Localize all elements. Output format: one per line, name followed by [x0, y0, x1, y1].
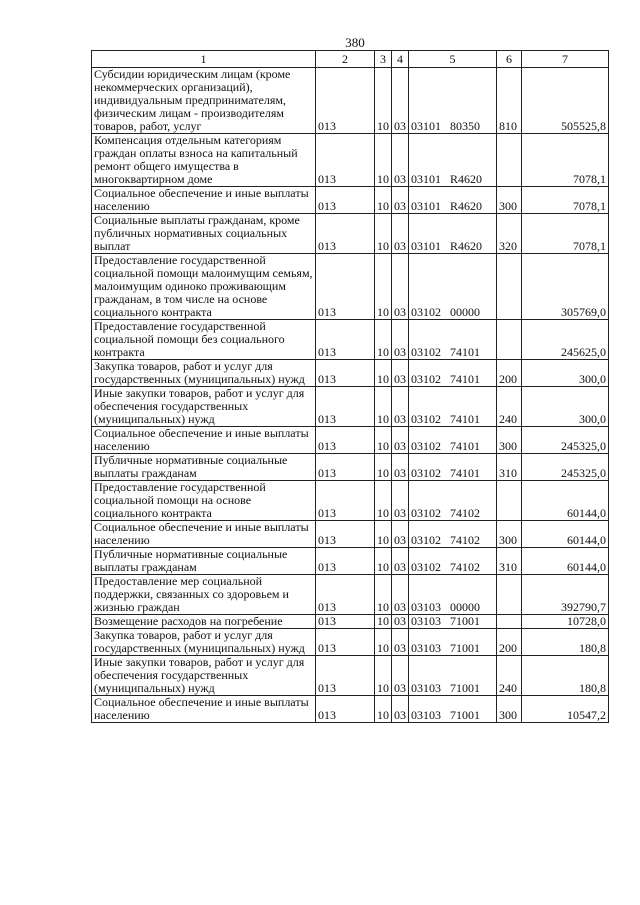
- cell-expense-type: 810: [497, 68, 522, 134]
- cell-name: Социальное обеспечение и иные выплаты населению: [92, 696, 316, 723]
- cell-section: 10: [375, 214, 392, 254]
- cell-ministry-code: 013: [316, 254, 375, 320]
- cell-target-article: 03102 74102: [409, 521, 497, 548]
- cell-target-article: 03101 R4620: [409, 134, 497, 187]
- page-number: 380: [345, 35, 365, 50]
- cell-subsection: 03: [392, 387, 409, 427]
- header-col-5: 5: [409, 51, 497, 68]
- cell-ministry-code: 013: [316, 481, 375, 521]
- cell-ministry-code: 013: [316, 68, 375, 134]
- cell-target-article: 03103 71001: [409, 629, 497, 656]
- cell-name: Компенсация отдельным категориям граждан оплаты взноса на капитальный ремонт общего имущества в многоквартирном доме: [92, 134, 316, 187]
- cell-ministry-code: 013: [316, 454, 375, 481]
- header-col-7: 7: [522, 51, 609, 68]
- cell-expense-type: 300: [497, 427, 522, 454]
- table-row: [92, 629, 609, 656]
- cell-amount: 180,8: [522, 629, 609, 656]
- cell-name: Социальное обеспечение и иные выплаты населению: [92, 187, 316, 214]
- cell-target-article: 03102 74101: [409, 454, 497, 481]
- cell-section: 10: [375, 454, 392, 481]
- cell-amount: 180,8: [522, 656, 609, 696]
- cell-subsection: 03: [392, 214, 409, 254]
- cell-section: 10: [375, 548, 392, 575]
- cell-section: 10: [375, 134, 392, 187]
- cell-amount: 392790,7: [522, 575, 609, 615]
- cell-section: 10: [375, 427, 392, 454]
- cell-target-article: 03101 R4620: [409, 214, 497, 254]
- cell-target-article: 03102 00000: [409, 254, 497, 320]
- cell-expense-type: [497, 134, 522, 187]
- cell-subsection: 03: [392, 360, 409, 387]
- cell-section: 10: [375, 575, 392, 615]
- cell-expense-type: 200: [497, 360, 522, 387]
- cell-ministry-code: 013: [316, 615, 375, 629]
- cell-name: Публичные нормативные социальные выплаты гражданам: [92, 454, 316, 481]
- cell-name: Социальные выплаты гражданам, кроме публичных нормативных социальных выплат: [92, 214, 316, 254]
- cell-subsection: 03: [392, 187, 409, 214]
- cell-target-article: 03102 74101: [409, 320, 497, 360]
- cell-subsection: 03: [392, 68, 409, 134]
- cell-expense-type: 320: [497, 214, 522, 254]
- cell-target-article: 03101 80350: [409, 68, 497, 134]
- cell-name: Социальное обеспечение и иные выплаты населению: [92, 427, 316, 454]
- table-row: [92, 481, 609, 521]
- cell-target-article: 03103 71001: [409, 696, 497, 723]
- cell-name: Возмещение расходов на погребение: [92, 615, 316, 629]
- cell-subsection: 03: [392, 320, 409, 360]
- table-row: [92, 214, 609, 254]
- cell-name: Субсидии юридическим лицам (кроме некоммерческих организаций), индивидуальным предпринимателям, физическим лицам - производителям товаров, работ, услуг: [92, 68, 316, 134]
- cell-section: 10: [375, 68, 392, 134]
- cell-subsection: 03: [392, 656, 409, 696]
- cell-target-article: 03103 71001: [409, 656, 497, 696]
- cell-subsection: 03: [392, 575, 409, 615]
- cell-ministry-code: 013: [316, 656, 375, 696]
- cell-name: Предоставление государственной социальной помощи на основе социального контракта: [92, 481, 316, 521]
- table-row: [92, 575, 609, 615]
- cell-amount: 60144,0: [522, 521, 609, 548]
- cell-expense-type: 300: [497, 187, 522, 214]
- cell-name: Предоставление мер социальной поддержки, связанных со здоровьем и жизнью граждан: [92, 575, 316, 615]
- table-row: [92, 360, 609, 387]
- cell-section: 10: [375, 656, 392, 696]
- cell-name: Закупка товаров, работ и услуг для государственных (муниципальных) нужд: [92, 629, 316, 656]
- cell-amount: 245625,0: [522, 320, 609, 360]
- cell-amount: 245325,0: [522, 427, 609, 454]
- cell-ministry-code: 013: [316, 387, 375, 427]
- cell-expense-type: [497, 575, 522, 615]
- cell-target-article: 03102 74101: [409, 387, 497, 427]
- cell-section: 10: [375, 360, 392, 387]
- cell-ministry-code: 013: [316, 629, 375, 656]
- header-col-1: 1: [92, 51, 316, 68]
- budget-table: [91, 50, 609, 723]
- cell-subsection: 03: [392, 548, 409, 575]
- cell-expense-type: 310: [497, 454, 522, 481]
- cell-amount: 7078,1: [522, 134, 609, 187]
- cell-name: Социальное обеспечение и иные выплаты населению: [92, 521, 316, 548]
- table-row: [92, 187, 609, 214]
- table-row: [92, 615, 609, 629]
- cell-ministry-code: 013: [316, 134, 375, 187]
- cell-expense-type: 300: [497, 521, 522, 548]
- cell-subsection: 03: [392, 134, 409, 187]
- cell-amount: 7078,1: [522, 214, 609, 254]
- cell-ministry-code: 013: [316, 214, 375, 254]
- cell-section: 10: [375, 696, 392, 723]
- cell-subsection: 03: [392, 481, 409, 521]
- cell-name: Публичные нормативные социальные выплаты гражданам: [92, 548, 316, 575]
- cell-target-article: 03102 74101: [409, 427, 497, 454]
- cell-name: Предоставление государственной социальной помощи малоимущим семьям, малоимущим одиноко проживающим гражданам, в том числе на основе социального контракта: [92, 254, 316, 320]
- table-row: [92, 521, 609, 548]
- table-row: [92, 134, 609, 187]
- cell-ministry-code: 013: [316, 521, 375, 548]
- cell-expense-type: 200: [497, 629, 522, 656]
- cell-section: 10: [375, 615, 392, 629]
- cell-amount: 245325,0: [522, 454, 609, 481]
- cell-ministry-code: 013: [316, 575, 375, 615]
- cell-subsection: 03: [392, 629, 409, 656]
- cell-section: 10: [375, 387, 392, 427]
- cell-target-article: 03103 00000: [409, 575, 497, 615]
- cell-expense-type: 240: [497, 656, 522, 696]
- cell-ministry-code: 013: [316, 187, 375, 214]
- cell-amount: 505525,8: [522, 68, 609, 134]
- cell-subsection: 03: [392, 696, 409, 723]
- cell-ministry-code: 013: [316, 320, 375, 360]
- cell-expense-type: [497, 320, 522, 360]
- cell-name: Иные закупки товаров, работ и услуг для обеспечения государственных (муниципальных) нужд: [92, 656, 316, 696]
- header-row: [92, 51, 609, 68]
- cell-expense-type: [497, 615, 522, 629]
- cell-section: 10: [375, 254, 392, 320]
- table-row: [92, 454, 609, 481]
- cell-amount: 10547,2: [522, 696, 609, 723]
- header-col-3: 3: [375, 51, 392, 68]
- cell-target-article: 03102 74102: [409, 548, 497, 575]
- cell-target-article: 03103 71001: [409, 615, 497, 629]
- cell-expense-type: 310: [497, 548, 522, 575]
- cell-expense-type: 300: [497, 696, 522, 723]
- cell-section: 10: [375, 320, 392, 360]
- cell-amount: 10728,0: [522, 615, 609, 629]
- cell-name: Закупка товаров, работ и услуг для государственных (муниципальных) нужд: [92, 360, 316, 387]
- cell-subsection: 03: [392, 615, 409, 629]
- header-col-4: 4: [392, 51, 409, 68]
- cell-target-article: 03101 R4620: [409, 187, 497, 214]
- cell-ministry-code: 013: [316, 360, 375, 387]
- cell-section: 10: [375, 629, 392, 656]
- cell-amount: 300,0: [522, 360, 609, 387]
- table-row: [92, 254, 609, 320]
- cell-amount: 60144,0: [522, 481, 609, 521]
- cell-amount: 60144,0: [522, 548, 609, 575]
- table-row: [92, 548, 609, 575]
- cell-subsection: 03: [392, 521, 409, 548]
- table-row: [92, 320, 609, 360]
- table-row: [92, 387, 609, 427]
- cell-name: Иные закупки товаров, работ и услуг для обеспечения государственных (муниципальных) нужд: [92, 387, 316, 427]
- cell-subsection: 03: [392, 427, 409, 454]
- cell-subsection: 03: [392, 454, 409, 481]
- cell-expense-type: 240: [497, 387, 522, 427]
- cell-expense-type: [497, 481, 522, 521]
- cell-expense-type: [497, 254, 522, 320]
- cell-amount: 305769,0: [522, 254, 609, 320]
- cell-ministry-code: 013: [316, 427, 375, 454]
- cell-amount: 7078,1: [522, 187, 609, 214]
- table-row: [92, 427, 609, 454]
- cell-subsection: 03: [392, 254, 409, 320]
- cell-section: 10: [375, 481, 392, 521]
- header-col-6: 6: [497, 51, 522, 68]
- table-body: [92, 68, 609, 723]
- table-row: [92, 696, 609, 723]
- cell-ministry-code: 013: [316, 548, 375, 575]
- cell-section: 10: [375, 521, 392, 548]
- cell-section: 10: [375, 187, 392, 214]
- cell-target-article: 03102 74101: [409, 360, 497, 387]
- cell-name: Предоставление государственной социальной помощи без социального контракта: [92, 320, 316, 360]
- table-row: [92, 656, 609, 696]
- cell-ministry-code: 013: [316, 696, 375, 723]
- cell-target-article: 03102 74102: [409, 481, 497, 521]
- header-col-2: 2: [316, 51, 375, 68]
- table-row: [92, 68, 609, 134]
- cell-amount: 300,0: [522, 387, 609, 427]
